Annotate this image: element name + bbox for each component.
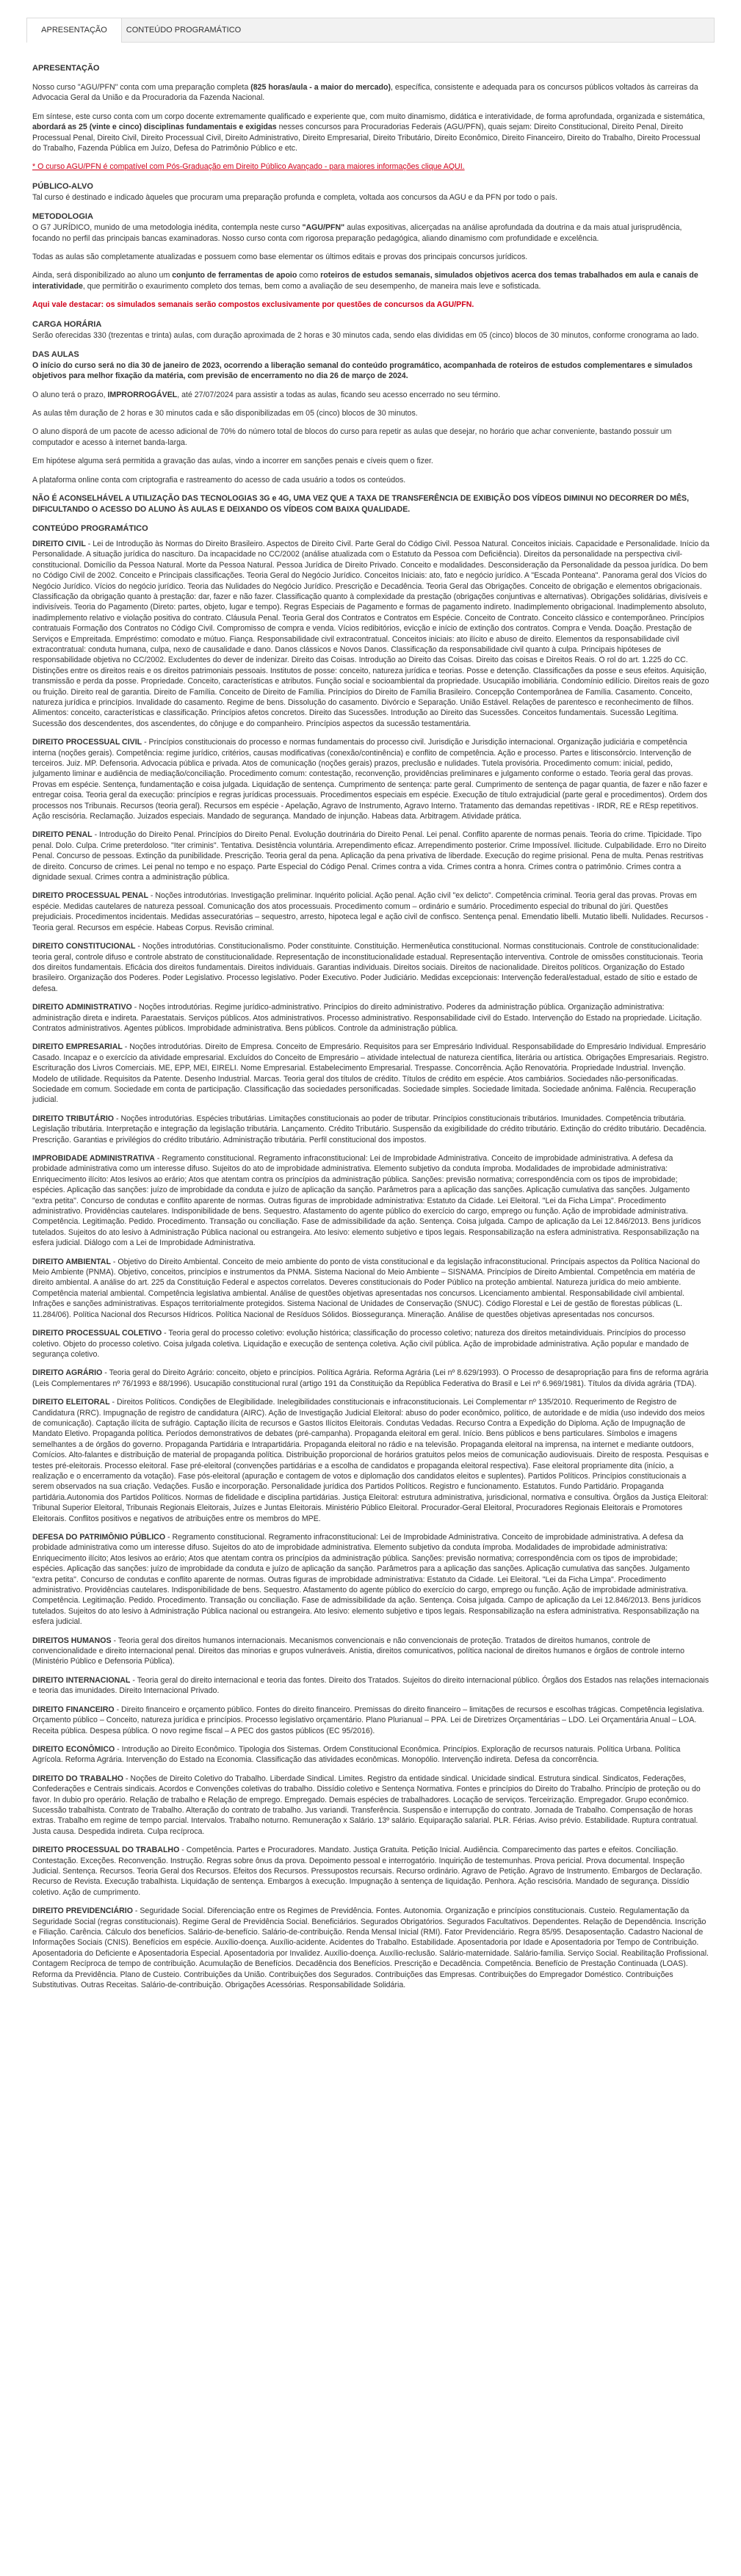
summary-paragraph: Em síntese, este curso conta com um corpo docente extremamente qualificado e experiente que, com muito dinamismo, didática e interatividade, de forma aprofundada, organizada e sistemática, abordará as 25 (vinte e cinco) disciplinas fundamentais e exigidas nesses concursos para Procuradorias Federais (AGU/PFN), quais sejam: Direito Constitucional, Direito Penal, Direito Processual Penal, Direito Civil, Direito Processual Civil, Direito Administrativo, Direito Empresarial, Direito Tributário, Direito Econômico, Direito Financeiro, Direito do Trabalho, Direito Processual do Trabalho, Fazenda Pública em Juízo, Defesa do Patrimônio Público e etc. (32, 112, 705, 153)
presentation-title: APRESENTAÇÃO (32, 64, 100, 73)
discipline-direito-empresarial: DIREITO EMPRESARIAL - Noções introdutórias. Direito de Empresa. Conceito de Empresário. Requisitos para ser Empresário Individual. Responsabilidade do Empresário Individual. Empresário Casado. Incapaz e o exercício da atividade empresarial. Excluídos do Conceito de Empresário – atividade intelectual de natureza científica, literária ou artística. Obrigações Empresariais. Registro. Escrituração dos Livros Comerciais. ME, EPP, MEI, EIRELI. Nome Empresarial. Estabelecimento Empresarial. Trespasse. Concorrência. Ação Renovatória. Propriedade Industrial. Invenção. Modelo de utilidade. Requisitos da Patente. Desenho Industrial. Marcas. Teoria geral dos títulos de crédito. Títulos de crédito em espécie. Atos cambiários. Sociedades não-personificadas. Sociedade em comum. Sociedade em conta de participação. Classificação das sociedades personificadas. Sociedade simples. Sociedade limitada. Sociedade anônima. Falência. Recuperação judicial. (32, 1042, 709, 1105)
discipline-direito-tributario: DIREITO TRIBUTÁRIO - Noções introdutórias. Espécies tributárias. Limitações constitucionais ao poder de tributar. Princípios constitucionais tributários. Imunidades. Competência tributária. Legislação tributária. Interpretação e integração da legislação tributária. Lançamento. Crédito Tributário. Suspensão da exigibilidade do crédito tributário. Extinção do crédito tributário. Decadência. Prescrição. Garantias e privilégios do crédito tributário. Administração tributária. Perfil constitucional dos impostos. (32, 1114, 707, 1144)
discipline-direito-processual-coletivo: DIREITO PROCESSUAL COLETIVO - Teoria geral do processo coletivo: evolução histórica; classificação do processo coletivo; natureza dos direitos metaindividuais. Princípios do processo coletivo. Objeto do processo coletivo. Coisa julgada coletiva. Liquidação e execução de sentença coletiva. Ação civil pública. Ação de improbidade administrativa. Ação popular e mandado de segurança coletivo. (32, 1329, 689, 1359)
method-text-2: Todas as aulas são completamente atualizadas e possuem como base elementar os últimos editais e provas dos principais concursos jurídicos. (32, 252, 528, 261)
discipline-direito-eleitoral: DIREITO ELEITORAL - Direitos Políticos. Condições de Elegibilidade. Inelegibilidades constitucionais e infraconstitucionais. Lei Complementar nº 135/2010. Requerimento de Registro de Candidatura (RRC). Impugnação de registro de candidatura (AIRC). Ação de Investigação Judicial Eleitoral: abuso do poder econômico, político, de autoridade e de mídia (uso indevido dos meios de comunicação). Captação ilícita de sufrágio. Captação ilícita de recursos e Gastos Ilícitos Eleitorais. Condutas Vedadas. Recurso Contra a Expedição do Diploma. Ação de Impugnação de Mandato Eletivo. Propaganda política. Períodos demonstrativos de debates (pré-campanha). Propaganda eleitoral em geral. Início. Bens públicos e bens particulares. Símbolos e imagens semelhantes a de órgãos do governo. Propaganda Partidária e Intrapartidária. Propaganda eleitoral no rádio e na televisão. Propaganda eleitoral na imprensa, na internet e mediante outdoors, Comícios. Alto-falantes e distribuição de material de propaganda política. Distribuição proporcional de horários gratuitos pelos meios de comunicação audiovisuais. Direito de resposta. Pesquisas e testes pré-eleitorais. Processo eleitoral. Fase pré-eleitoral (convenções partidárias e a escolha de candidatos e propaganda eleitoral respectiva). Fase eleitoral propriamente dita (início, a realização e o encerramento da votação). Fase pós-eleitoral (apuração e contagem de votos e diplomação dos candidatos eleitos e suplentes). Partidos Políticos. Princípios constitucionais a serem observados na sua criação. Vedações. Fusão e incorporação. Personalidade jurídica dos Partidos Políticos. Registro e funcionamento. Estatutos. Fundo Partidário. Propaganda partidária.Autonomia dos Partidos Políticos. Normas de fidelidade e disciplina partidárias. Justiça Eleitoral: estrutura administrativa, jurisdicional, normativa e consultiva. Órgãos da Justiça Eleitoral: Tribunal Superior Eleitoral, Tribunais Regionais Eleitorais, Juízes e Juntas Eleitorais. Ministério Público Eleitoral. Procurador-Geral Eleitoral, Procuradores Regionais Eleitorais e Promotores Eleitorais. Conflitos positivos e negativos de atribuições entre os membros do MPE. (32, 1398, 709, 1523)
audience-text: Tal curso é destinado e indicado àqueles que procuram uma preparação profunda e completa, voltada aos concursos da AGU e da PFN por todo o país. (32, 192, 557, 202)
promo-link[interactable]: * O curso AGU/PFN é compatível com Pós-Graduação em Direito Público Avançado - para maiores informações clique AQUI. (32, 162, 465, 172)
audience-title: PÚBLICO-ALVO (32, 181, 93, 191)
classes-deadline: O aluno terá o prazo, IMPRORROGÁVEL, até 27/07/2024 para assistir a todas as aulas, ficando seu acesso encerrado no seu término. (32, 390, 501, 399)
discipline-direito-do-trabalho: DIREITO DO TRABALHO - Noções de Direito Coletivo do Trabalho. Liberdade Sindical. Limites. Registro da entidade sindical. Unicidade sindical. Estrutura sindical. Sindicatos, Federações, Confederações e Centrais sindicais. Acordos e Convenções coletivas do trabalho. Dissídio coletivo e Sentença Normativa. Fontes e princípios do Direito do Trabalho. Princípio de proteção ou do favor. In dubio pro operário. Relação de trabalho e Relação de emprego. Empregado. Demais espécies de trabalhadores. Locação de serviços. Terceirização. Empregador. Grupo econômico. Sucessão trabalhista. Contrato de Trabalho. Alteração do contrato de trabalho. Jus variandi. Transferência. Suspensão e interrupção do contrato. Jornada de Trabalho. Compensação de horas extras. Trabalho em regime de tempo parcial. Intervalos. Trabalho noturno. Remuneração x Salário. 13º salário. Equiparação salarial. PLR. Férias. Aviso prévio. Estabilidade. Ruptura contratual. Justa causa. Despedida indireta. Culpa recíproca. (32, 1774, 701, 1836)
presentation-content (32, 54, 709, 1990)
tab-bar (26, 18, 715, 43)
discipline-direito-economico: DIREITO ECONÔMICO - Introdução ao Direito Econômico. Tipologia dos Sistemas. Ordem Constitucional Econômica. Princípios. Exploração de recursos naturais. Política Urbana. Política Agrícola. Reforma Agrária. Intervenção do Estado na Economia. Classificação das atividades econômicas. Monopólio. Intervenção indireta. Defesa da concorrência. (32, 1744, 681, 1765)
program-title: CONTEÚDO PROGRAMÁTICO (32, 523, 148, 533)
discipline-direito-administrativo: DIREITO ADMINISTRATIVO - Noções introdutórias. Regime jurídico-administrativo. Princípios do direito administrativo. Poderes da administração pública. Organização administrativa: administração direta e indireta. Paraestatais. Serviços públicos. Atos administrativos. Processo administrativo. Responsabilidade civil do Estado. Intervenção do Estado na propriedade. Licitação. Contratos administrativos. Agentes públicos. Improbidade administrativa. Bens públicos. Controle da administração pública. (32, 1003, 702, 1033)
method-text: O G7 JURÍDICO, munido de uma metodologia inédita, contempla neste curso "AGU/PFN" aulas expositivas, alicerçadas na análise aprofundada da doutrina e da mais atual jurisprudência, focando no perfil das principais bancas examinadoras. Nosso curso conta com rigorosa preparação pedagógica, aliando dinamismo com profundidade e excelência. (32, 223, 682, 243)
workload-title: CARGA HORÁRIA (32, 319, 102, 329)
discipline-direito-internacional: DIREITO INTERNACIONAL - Teoria geral do direito internacional e teoria das fontes. Direito dos Tratados. Sujeitos do direito internacional público. Órgãos dos Estados nas relações internacionais e teoria das imunidades. Direito Internacional Privado. (32, 1675, 709, 1696)
discipline-direito-ambiental: DIREITO AMBIENTAL - Objetivo do Direito Ambiental. Conceito de meio ambiente do ponto de vista constitucional e da legislação infraconstitucional. Princípais aspectos da Política Nacional do Meio Ambiente (PNMA). Objetivo, conceitos, princípios e instrumentos da PNMA. Sistema Nacional do Meio Ambiente – SISNAMA. Princípios de Direito Ambiental. Competência em matéria de direito ambiental. A análise do art. 225 da Constituição Federal e aspectos correlatos. Deveres constitucionais do Poder Público na proteção ambiental. Natureza jurídica do meio ambiente. Competência material ambiental. Competência legislativa ambiental. Análise de questões objetivas apresentadas nos concursos. Licenciamento ambiental. Responsabilidade civil ambiental. Infrações e sanções administrativas. Espaços territorialmente protegidos. Sistema Nacional de Unidades de Conservação (SNUC). Código Florestal e Lei de gestão de florestas públicas (L. 11.284/06). Política Nacional dos Recursos Hídricos. Política Nacional de Resíduos Sólidos. Biossegurança. Mineração. Análise de questões objetivas apresentadas nos concursos. (32, 1257, 700, 1319)
discipline-direito-civil: DIREITO CIVIL - Lei de Introdução às Normas do Direito Brasileiro. Aspectos de Direito Civil. Parte Geral do Código Civil. Pessoa Natural. Conceitos iniciais. Capacidade e Personalidade. Início da Personalidade. A situação jurídica do nascituro. Da incapacidade no CC/2002 (análise atualizada com o Estatuto da Pessoa com Deficiência). Direitos da personalidade na perspectiva civil-constitucional. Domicílio da Pessoa Natural. Morte da Pessoa Natural. Pessoa Jurídica de Direito Privado. Conceito e modalidades. Desconsideração da Personalidade da pessoa jurídica. Do bem no Código Civil de 2002. Conceito e Principais classificações. Teoria Geral do Negócio Jurídico. Conceitos Iniciais: ato, fato e negócio jurídico. A "Escada Ponteana". Panorama geral dos Vícios do Negócio Jurídico. Vícios do negócio jurídico. Teoria das Nulidades do Negócio Jurídico. Prescrição e Decadência. Teoria Geral das Obrigações. Conceito de obrigação e elementos obrigacionais. Classificação da obrigação quanto à prestação: dar, fazer e não fazer. Classificação quanto à complexidade da prestação (obrigações conjuntivas e alternativas). Obrigações solidárias, divisíveis e indivisíveis. Teoria do Pagamento (Direto: partes, objeto, lugar e tempo). Regras Especiais de Pagamento e formas de pagamento indireto. Inadimplemento obrigacional. Inadimplemento absoluto, inadimplemento relativo e violação positiva do contrato. Cláusula Penal. Teoria Geral dos Contratos e Contratos em Espécie. Conceito de Contrato. Conceito clássico e contemporâneo. Princípios contratuais Formação dos Contratos no Código Civil. Compromisso de compra e venda. Vícios redibitórios, evicção e início de extinção dos contratos. Compra e Venda. Doação. Prestação de Serviços e Empreitada. Empréstimo: comodato e mútuo. Fiança. Responsabilidade civil extracontratual. Conceitos iniciais: ato ilícito e abuso de direito. Elementos da responsabilidade civil extracontratual: conduta humana, culpa, nexo de causalidade e dano. Danos clássicos e Novos Danos. Classificação da responsabilidade civil quanto à culpa. Principais hipóteses de responsabilidade objetiva no CC/2002. Excludentes do dever de indenizar. Direito das Coisas. Introdução ao Direito das Coisas. Direito das coisas e Direitos Reais. O rol do art. 1.225 do CC. Distinções entre os direitos reais e os direitos patrimoniais pessoais. Institutos de posse: conceito, natureza jurídica e teorias. Posse e detenção. Classificações da posse e seus efeitos. Aquisição, transmissão e perda da posse. Propriedade. Conceito, características e atributos. Função social e socioambiental da propriedade. Usucapião imobiliária. Condomínio edilício. Direitos reais de gozo ou fruição. Direito real de garantia. Direito de Família. Conceito de Direito de Família. Princípios do Direito de Família Brasileiro. Concepção Contemporânea de Família. Casamento. Conceito, natureza jurídica e princípios. Invalidade do casamento. Regime de bens. Dissolução do casamento. Divórcio e Separação. União Estável. Relações de parentesco e reconhecimento de filhos. Alimentos: conceito, características e classificação. Princípios afetos concretos. Direito das Sucessões. Introdução ao Direito das Sucessões. Conceitos fundamentais. Sucessão Legítima. Sucessão dos descendentes, dos ascendentes, do cônjuge e do companheiro. Princípios aspectos da sucessão testamentária. (32, 539, 709, 728)
intro-paragraph: Nosso curso "AGU/PFN" conta com uma preparação completa (825 horas/aula - a maior do mercado), específica, consistente e adequada para os concursos públicos voltados às carreiras da Advocacia Geral da União e da Procuradoria da Fazenda Nacional. (32, 82, 698, 103)
discipline-defesa-patrimonio-publico: DEFESA DO PATRIMÔNIO PÚBLICO - Regramento constitucional. Regramento infraconstitucional: Lei de Improbidade Administrativa. Conceito de improbidade administrativa. A defesa da probidade administrativa como um interesse difuso. Sujeitos do ato de improbidade administrativa. Elemento subjetivo da conduta ímproba. Modalidades de improbidade administrativa: Enriquecimento ilícito; Atos lesivos ao erário; Atos que atentam contra os princípios da administração pública. Sanções: previsão normativa; correspondência com os tipos de improbidade; espécies. Aplicação das sanções: juízo de improbidade da conduta e juízo de aplicação da sanção. Parâmetros para a aplicação das sanções. Aplicação cumulativa das sanções. Julgamento "extra petita". Concurso de condutas e conflito aparente de normas. Outras figuras de improbidade administrativa: Estatuto da Cidade. Lei Eleitoral. "Lei da Ficha Limpa". Procedimento administrativo. Providências cautelares. Indisponibilidade de bens. Sequestro. Afastamento do agente público do exercício do cargo, emprego ou função. Ação de improbidade administrativa. Competência. Legitimação. Pedido. Procedimento. Transação ou conciliação. Fase de admissibilidade da ação. Sentença. Coisa julgada. Campo de aplicação da Lei 12.846/2013. Bens jurídicos tutelados. Sujeitos do ato lesivo à Administração Pública nacional ou estrangeira. Ato lesivo: elemento subjetivo e tipos legais. Responsabilização na esfera administrativa. Responsabilização na esfera judicial. (32, 1533, 701, 1627)
simulados-highlight: Aqui vale destacar: os simulados semanais serão compostos exclusivamente por questões de concursos da AGU/PFN. (32, 300, 474, 310)
method-title: METODOLOGIA (32, 212, 93, 222)
discipline-direito-agrario: DIREITO AGRÁRIO - Teoria geral do Direito Agrário: conceito, objeto e princípios. Política Agrária. Reforma Agrária (Lei nº 8.629/1993). O Processo de desapropriação para fins de reforma agrária (Leis Complementares nº 76/1993 e 88/1996). Usucapião constitucional rural (artigo 191 da Constituição da República Federativa do Brasil e Lei nº 6.969/1981). Títulos da dívida agrária (TDA). (32, 1368, 709, 1388)
discipline-direito-constitucional: DIREITO CONSTITUCIONAL - Noções introdutórias. Constitucionalismo. Poder constituinte. Constituição. Hermenêutica constitucional. Normas constitucionais. Controle de constitucionalidade: teoria geral, controle difuso e controle abstrato de constitucionalidade. Representação de inconstitucionalidade estadual. Representação interventiva. Controle de omissões constitucionais. Teoria dos direitos fundamentais. Eficácia dos direitos fundamentais. Direitos individuais. Garantias individuais. Direitos sociais. Direitos de nacionalidade. Direitos políticos. Organização do Estado brasileiro. Organização dos Poderes. Poder Legislativo. Processo legislativo. Poder Executivo. Poder Judiciário. Medidas excepcionais: Intervenção federal/estadual, estado de sítio e estado de defesa. (32, 942, 704, 993)
discipline-improbidade-administrativa: IMPROBIDADE ADMINISTRATIVA - Regramento constitucional. Regramento infraconstitucional: Lei de Improbidade Administrativa. Conceito de improbidade administrativa. A defesa da probidade administrativa como um interesse difuso. Sujeitos do ato de improbidade administrativa. Elemento subjetivo da conduta ímproba. Modalidades de improbidade administrativa: Enriquecimento ilícito: Atos lesivos ao erário; Atos que atentam contra os princípios da administração pública. Sanções: previsão normativa; correspondência com os tipos de improbidade; espécies. Aplicação das sanções: juízo de improbidade da conduta e juízo de aplicação da sanção. Parâmetros para a aplicação das sanções. Aplicação cumulativa das sanções. Julgamento "extra petita". Concurso de condutas e conflito aparente de normas. Outras figuras de improbidade administrativa: Estatuto da Cidade. Lei Eleitoral. "Lei da Ficha Limpa". Procedimento administrativo. Providências cautelares. Indisponibilidade de bens. Sequestro. Afastamento do agente público do exercício do cargo, emprego ou função. Ação de improbidade administrativa. Competência. Legitimação. Pedido. Procedimento. Transação ou conciliação. Fase de admissibilidade da ação. Sentença. Coisa julgada. Campo de aplicação da Lei 12.846/2013. Bens jurídicos tutelados. Sujeitos do ato lesivo à Administração Pública nacional ou estrangeira. Ato lesivo: elemento subjetivo e tipos legais. Responsabilização na esfera administrativa. Responsabilização na esfera judicial. Diálogo com a Lei de Improbidade Administrativa. (32, 1154, 701, 1248)
classes-title: DAS AULAS (32, 349, 79, 359)
classes-duration: As aulas têm duração de 2 horas e 30 minutos cada e são disponibilizadas em 05 (cinco) blocos de 30 minutos. (32, 409, 418, 418)
discipline-direito-financeiro: DIREITO FINANCEIRO - Direito financeiro e orçamento público. Fontes do direito financeiro. Premissas do direito financeiro – limitações de recursos e escolhas trágicas. Competência legislativa. Orçamento público – Conceito, natureza jurídica e princípios. Processo legislativo orçamentário. Plano Plurianual – PPA. Lei de Diretrizes Orçamentárias – LDO. Lei Orçamentária Anual – LOA. Receita pública. Despesa pública. O novo regime fiscal – A PEC dos gastos públicos (EC 95/2016). (32, 1705, 704, 1735)
tab-apresentacao[interactable]: APRESENTAÇÃO (27, 18, 122, 43)
discipline-direito-processual-penal: DIREITO PROCESSUAL PENAL - Noções introdutórias. Investigação preliminar. Inquérito policial. Ação penal. Ação civil "ex delicto". Competência criminal. Teoria geral das provas. Provas em espécie. Medidas cautelares de natureza pessoal. Comunicação dos atos processuais. Procedimento comum – ordinário e sumário. Procedimento especial do tribunal do júri. Questões prejudiciais. Procedimentos incidentais. Medidas assecuratórias – sequestro, arresto, hipoteca legal e ação civil de confisco. Sentença penal. Emendatio libelli. Mutatio libelli. Nulidades. Recursos - Teoria geral. Recursos em espécie. Habeas Corpus. Revisão criminal. (32, 891, 709, 932)
discipline-direitos-humanos: DIREITOS HUMANOS - Teoria geral dos direitos humanos internacionais. Mecanismos convencionais e não convencionais de proteção. Tratados de direitos humanos, controle de convencionalidade e direito internacional penal. Direitos das minorias e grupos vulneráveis. Anistia, direitos comunicativos, política nacional de direitos humanos e órgãos de controle interno (Ministério Público e Defensoria Pública). (32, 1636, 685, 1666)
tab-conteudo-programatico[interactable]: CONTEÚDO PROGRAMÁTICO (126, 26, 242, 35)
workload-text: Serão oferecidas 330 (trezentas e trinta) aulas, com duração aproximada de 2 horas e 30 minutos cada, sendo elas divididas em 05 (cinco) blocos de 30 minutos, conforme cronograma ao lado. (32, 330, 699, 340)
classes-schedule: O início do curso será no dia 30 de janeiro de 2023, ocorrendo a liberação semanal do conteúdo programático, acompanhada de roteiros de estudos complementares e simulados objetivos para melhor fixação da matéria, com previsão de encerramento no dia 26 de março de 2024. (32, 360, 693, 381)
method-text-3: Ainda, será disponibilizado ao aluno um conjunto de ferramentas de apoio como roteiros de estudos semanais, simulados objetivos acerca dos temas trabalhados em aula e canais de interatividade, que permitirão o exaurimento completo dos temas, bem como a avaliação de seu desempenho, de maneira mais leve e sofisticada. (32, 271, 698, 291)
discipline-direito-processual-do-trabalho: DIREITO PROCESSUAL DO TRABALHO - Competência. Partes e Procuradores. Mandato. Justiça Gratuita. Petição Inicial. Audiência. Comparecimento das partes e efeitos. Conciliação. Contestação. Exceções. Reconvenção. Instrução. Regras sobre ônus da prova. Depoimento pessoal e interrogatório. Inquirição de testemunhas. Prova pericial. Prova documental. Inspeção Judicial. Sentença. Recursos. Teoria Geral dos Recursos. Efeitos dos Recursos. Pressupostos recursais. Recurso ordinário. Agravo de Petição. Agravo de Instrumento. Embargos de Declaração. Recurso de Revista. Execução trabalhista. Liquidação de sentença. Embargos à execução. Impugnação à sentença de liquidação. Penhora. Ação rescisória. Mandado de segurança. Dissídio coletivo. Ação de cumprimento. (32, 1846, 702, 1897)
discipline-direito-previdenciario: DIREITO PREVIDENCIÁRIO - Seguridade Social. Diferenciação entre os Regimes de Previdência. Fontes. Autonomia. Organização e princípios constitucionais. Custeio. Regulamentação da Seguridade Social (regras constitucionais). Regime Geral de Previdência Social. Beneficiários. Segurados Obrigatórios. Segurados Facultativos. Dependentes. Relação de Dependência. Inscrição e Filiação. Carência. Cálculo dos benefícios. Salário-de-benefício. Salário-de-contribuição. Renda Mensal Inicial (RMI). Fator Previdenciário. Regra 85/95. Desaposentação. Cadastro Nacional de Informações Sociais (CNIS). Benefícios em espécie. Auxílio-doença. Auxílio-acidente. Acidentes do Trabalho. Estabilidade. Aposentadoria por Idade e Aposentadoria por Tempo de Contribuição. Aposentadoria do Deficiente e Aposentadoria Especial. Aposentadoria por Invalidez. Auxílio-doença. Auxílio-reclusão. Salário-maternidade. Salário-família. Serviço Social. Reabilitação Profissional. Contagem Recíproca de tempo de contribuição. Acumulação de Benefícios. Decadência dos Benefícios. Prescrição e Decadência. Competência. Benefício de Prestação Continuada (LOAS). Reforma da Previdência. Plano de Custeio. Contribuições da União. Contribuições dos Segurados. Contribuições das Empresas. Contribuições do Empregador Doméstico. Contribuições Substitutivas. Outras Receitas. Salário-de-contribuição. Obrigações Acessórias. Responsabilidade Solidária. (32, 1906, 709, 1990)
discipline-direito-processual-civil: DIREITO PROCESSUAL CIVIL - Princípios constitucionais do processo e normas fundamentais do processo civil. Jurisdição e Jurisdição internacional. Organização judiciária e competência interna (noções gerais). Competência: regime jurídico, critérios, causas modificativas (conexão/continência) e conflito de competência. Ação e processo. Partes e litisconsórcio. Intervenção de terceiros. Juiz. MP. Defensoria. Advocacia pública e privada. Atos de comunicação (noções gerais) prazos, preclusão e nulidades. Tutela provisória. Procedimento comum: inicial, pedido, julgamento liminar e audiência de mediação/conciliação. Procedimento comum: contestação, reconvenção, providências preliminares e julgamento conforme o estado. Teoria geral das provas. Provas em espécie. Sentença, fundamentação e coisa julgada. Liquidação de sentença. Cumprimento de sentença: parte geral. Cumprimento de sentença de pagar quantia, de fazer e não fazer e entregar coisa. Teoria geral da execução: princípios e regras jurídicas processuais. Procedimentos especiais em espécie. Execução de título extrajudicial (parte geral e procedimentos). Ordem dos processos nos Tribunais. Recursos (teoria geral). Recursos em espécie - Apelação, Agravo de Instrumento, Agravo Interno. Tratamento das demandas repetitivas - IRDR, RE e REsp repetitivos. Ação rescisória. Reclamação. Juizados especiais. Mandado de segurança. Mandado de injunção. Habeas data. Arbitragem. Atividade prática. (32, 738, 708, 821)
connection-warning: NÃO É ACONSELHÁVEL A UTILIZAÇÃO DAS TECNOLOGIAS 3G e 4G, UMA VEZ QUE A TAXA DE TRANSFERÊNCIA DE EXIBIÇÃO DOS VÍDEOS DIMINUI NO DECORRER DO MÊS, DIFICULTANDO O ACESSO DO ALUNO ÀS AULAS E DEIXANDO OS VÍDEOS COM BAIXA QUALIDADE. (32, 494, 690, 514)
classes-platform: A plataforma online conta com criptografia e rastreamento do acesso de cada usuário a todos os conteúdos. (32, 475, 406, 485)
classes-recording-warning: Em hipótese alguma será permitida a gravação das aulas, vindo a incorrer em sanções penais e cíveis quem o fizer. (32, 457, 433, 466)
discipline-direito-penal: DIREITO PENAL - Introdução do Direito Penal. Princípios do Direito Penal. Evolução doutrinária do Direito Penal. Lei penal. Conflito aparente de normas penais. Teoria do crime. Tipicidade. Tipo penal. Dolo. Culpa. Crime preterdoloso. "Iter criminis". Tentativa. Desistência voluntária. Arrependimento eficaz. Arrependimento posterior. Crime Impossível. Ilicitude. Culpabilidade. Erro no Direito Penal. Concurso de pessoas. Extinção da punibilidade. Prescrição. Teoria geral da pena. Aplicação da pena privativa de liberdade. Execução do regime prisional. Pena de multa. Penas restritivas de direito. Concurso de crimes. Lei penal no tempo e no espaço. Parte Especial do Código Penal. Crimes contra a vida. Crimes contra a honra. Crimes contra o patrimônio. Crimes contra a dignidade sexual. Crimes contra a administração pública. (32, 830, 706, 882)
classes-extra-access: O aluno disporá de um pacote de acesso adicional de 70% do número total de blocos do curso para repetir as aulas que desejar, no horário que achar conveniente, bastando possuir um computador e acesso à internet banda-larga. (32, 427, 672, 447)
